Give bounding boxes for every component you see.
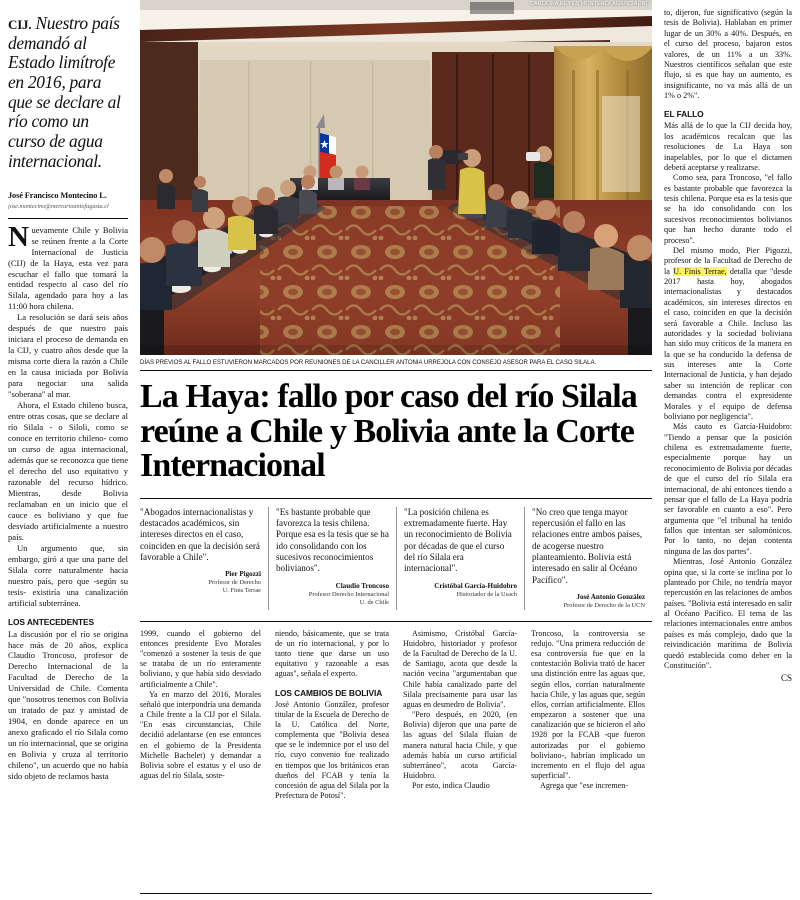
quote-role: Profesor de Derecho [208,579,261,587]
section-heading-el-fallo: EL FALLO [664,109,704,120]
quote-card [268,507,396,610]
section-heading-cambios-bolivia: LOS CAMBIOS DE BOLIVIA [275,687,383,698]
quote-role: Historiador de la Usach [456,590,517,598]
quote-role: Profesor de Derecho de la UCN [563,601,645,609]
left-article-body [8,220,128,782]
article-body-columns [140,621,652,853]
quote-card [396,507,524,610]
paragraph: Troncoso, la controversia se redujo. "Una primera reducción de esa controversia fue que en la contestación Bolivia trató de hacer una distinción entre las aguas que, según ellos, corrían naturalmente hacia Chile, y las aguas que, según ellos, corrían artificialmente. Ellos empezaron a sostener que una canalización que se hicieron el año 1928 por la FCAB -que fueron autorizadas por el gobierno boliviano-, habrían implicado un incremento en el flujo del agua superficial". [531,628,645,781]
lede-paragraph [8,14,128,171]
quote-text: "Es bastante probable que favorezca la tesis chilena. Porque esa es la tesis que se ha ido consolidando con los sucesivos reconocimientos bolivianos". [276,506,389,574]
left-rail [0,0,136,900]
quote-card [524,507,652,610]
body-column [140,629,268,853]
quote-author: José Antonio González [576,593,645,601]
paragraph: José Antonio González, profesor titular de la Escuela de Derecho de la U. Católica del Norte, complementa que "Bolivia desea que se le indemnice por el uso del río, cuyo convenio fue realizado en tiempos que los británicos eran dueños del FCAB y tenía la concesión de agua del Silala por la Prefectura de Potosí". [275,699,389,801]
paragraph: Más allá de lo que la CIJ decida hoy, los académicos recalcan que las resoluciones de La Haya son inapelables, por lo que el dictamen deberá aceptarse y realizarse. [664,121,792,172]
quote-text: "La posición chilena es extremadamente fuerte. Hay un reconocimiento de Bolivia por décadas de que el curso del río Silala era internacional". [404,506,512,574]
quote-role: Profesor Derecho Internacional [308,590,389,598]
quote-author: Pier Pigozzi [225,570,261,579]
paragraph: Ahora, el Estado chileno busca, entre otras cosas, que se declare al río Silala - o Siloli, como se conoce en territorio chileno- como un curso de agua internacional, además que se reconozca que tiene el derecho del uso equitativo y razonable del recurso hídrico. Mientras, desde Bolivia reclamaban en un inicio que el cauce es boliviano y que fue desviado artificialmente a nuestro país. [8,400,128,542]
paragraph: Un argumento que, sin embargo, giró a que una parte del Silala corre naturalmente hacia nuestro país, pero que -según su tesis- existiría una canalización artificial subterránea. [8,542,128,608]
paragraph: La resolución se dará seis años después de que nuestro país iniciara el proceso de demanda en la CIJ, y cuatro años desde que la misma corte diera la razón a Chile en la causa iniciada por Bolivia para negociar una salida "soberana" al mar. [8,312,128,400]
byline-author: José Francisco Montecino L. [8,191,107,201]
paragraph: niendo, básicamente, que se trata de un río internacional, y por lo tanto tiene que darse un uso equitativo y razonable a esas aguas", señala el experto. [275,628,389,679]
body-column [524,629,652,853]
right-rail [658,0,800,900]
paragraph: Ya en marzo del 2016, Morales señaló que interpondría una demanda a Chile frente a la CIJ por el Silala. "En esas circunstancias, Chile decidió adelantarse (en ese entonces en el gobierno de la Presidenta Michelle Bachelet) y demandar a Bolivia sobre el estatus y el uso de aguas del río Silala, soste- [140,689,261,781]
paragraph: Asimismo, Cristóbal García-Huidobro, historiador y profesor de la Facultad de Derecho de la U. de Santiago, acota que desde la nación vecina "argumentaban que Chile había canalizado parte del Silala precisamente para usar las aguas en desmedro de Bolivia". [403,628,517,709]
lede-text: Nuestro país demandó al Estado limítrofe en 2016, para que se declare al río como un curso de agua internacional. [8,13,121,171]
paragraph: Por esto, indica Claudio [412,781,490,791]
paragraph: Mientras, José Antonio González opina que, si la corte se inclina por lo planteado por Chile, no tendría mayor repercusión en las relaciones de ambos países. "Bolivia está interesado en salir al Océano Pacífico. El tema de las relaciones internacionales entre ambos países es más complejo, dado que la reivindicación marítima de Bolivia quedó establecida como deber en la Constitución". [664,557,792,670]
photo-caption: DÍAS PREVIOS AL FALLO ESTUVIERON MARCADOS POR REUNIONES DE LA CANCILLER ANTONIA URREJOLA CON CONSEJO ASESOR PARA EL CASO SILALA. [140,355,652,371]
paragraph: Nuevamente Chile y Bolivia se reúnen frente a la Corte Internacional de Justicia (CIJ) de la Haya, esta vez para escuchar el fallo que tomará la entidad respecto al caso del río Silala, agendado para hoy a las 11:00 hora chilena. [8,220,128,312]
quote-affiliation: U. de Chile [359,598,389,606]
page-title: La Haya: fallo por caso del río Silala reúne a Chile y Bolivia ante la Corte Internacional [140,378,637,485]
bottom-divider-rule [140,893,652,894]
paragraph: Más cauto es García-Huidobro: "Tiendo a pensar que la posición chilena es extremadamente fuerte, especialmente porque hay un reconocimiento de Bolivia por décadas de que el curso del río Silala era internacional, de ahí entonces tiendo a pensar que el fallo de La Haya podría ser favorable en cuanto a eso". Pero argumenta que "el tribunal ha tenido fallos que intentan ser salomónicos. Por lo tanto, no dejan contenta ninguna de las dos partes". [664,422,792,556]
quote-strip [140,498,652,610]
quote-card [140,507,268,610]
paragraph: La discusión por el río se origina hace más de 20 años, explica Claudio Troncoso, profesor de Derecho Internacional de la Facultad de Derecho de la Universidad de Chile. Comenta que "nosotros tenemos con Bolivia un tratado de paz y amistad de 1904, en donde aparece en un anexo graficado el río Silala como un río internacional, que se origina en Bolivia y cruza al territorio chileno", un acuerdo que no había sido objeto de reclamos hasta [8,628,128,782]
highlight-after: detalla que "desde 2017 hasta hoy, abogados internacionalistas y destacados académicos, sin intereses directos en el caso, coinciden en que la decisión será favorable a Chile. Incluso las autoridades y la sociedad boliviana han sido muy críticos de la manera en la que se ha conducido la defensa de sus intereses ante la Corte Internacional de Justicia, y han dejado saber su intención de replicar con demandas contra el expresidente Morales y el equipo de defensa boliviano por negligencia". [664,266,792,421]
body-column [396,629,524,853]
quote-affiliation: U. Finis Terrae [222,587,261,595]
paragraph: to, dijeron, fue significativo (según la tesis de Bolivia). Hablaban en primer lugar de un 30% a 40%. Después, en el curso del proceso, bajaron estos valores, de un 11% a un 33%. Nuestros científicos señalan que este flujo, si es que hay un aumento, es insignificante, no va más allá de un 1% o 2%". [664,8,792,100]
divider-rule [8,218,128,219]
body-column [268,629,396,853]
byline-email[interactable]: jose.montecino@mercurioantofagasta.cl [8,203,109,211]
lead-photo [140,0,652,355]
section-heading-antecedentes: LOS ANTECEDENTES [8,616,95,627]
paragraph: 1999, cuando el gobierno del entonces presidente Evo Morales "comenzó a sostener la tesis de que se trataba de un río enteramente boliviano, y que había sido desviado artificialmente a Chile". [140,628,261,689]
byline [8,191,128,210]
highlight-before: Del mismo modo, Pier Pigozzi, profesor de la Facultad de Derecho de la [664,245,792,276]
paragraph: "Pero después, en 2020, (en Bolivia) dijeron que una parte de las aguas del Silala fluían de manera natural hacia Chile, y que además había un curso artificial subterráneo", acota García-Huidobro. [403,710,517,781]
lede-prefix: CIJ. [8,17,32,32]
photo-illustration [140,0,652,355]
center-column [140,0,652,900]
quote-author: Claudio Troncoso [335,581,389,590]
paragraph: Agrega que "ese incremen- [540,781,629,791]
quote-author: Cristóbal García-Huidobro [434,581,517,590]
quote-text: "No creo que tenga mayor repercusión el fallo en las relaciones entre ambos países, de acogerse nuestro planteamiento. Bolivia está interesado en salir al Océano Pacífico". [532,506,643,585]
quote-text: "Abogados internacionalistas y destacados académicos, sin intereses directos en el caso, coinciden en que la decisión será favorable a Chile". [140,506,260,563]
highlighted-text: U. Finis Terrae, [673,266,727,276]
end-mark: CS [780,673,792,684]
paragraph: Como sea, para Troncoso, "el fallo es bastante probable que favorezca la tesis chilena. Porque esa es la tesis que se ha ido consolidando con los sucesivos reconocimientos bolivianos que han hecho durante todo el proceso". [664,173,792,245]
paragraph-with-highlight [664,246,792,422]
photo-credit: CAROLINA REYES MONTERO/ AGENCIAUNO [529,1,650,7]
